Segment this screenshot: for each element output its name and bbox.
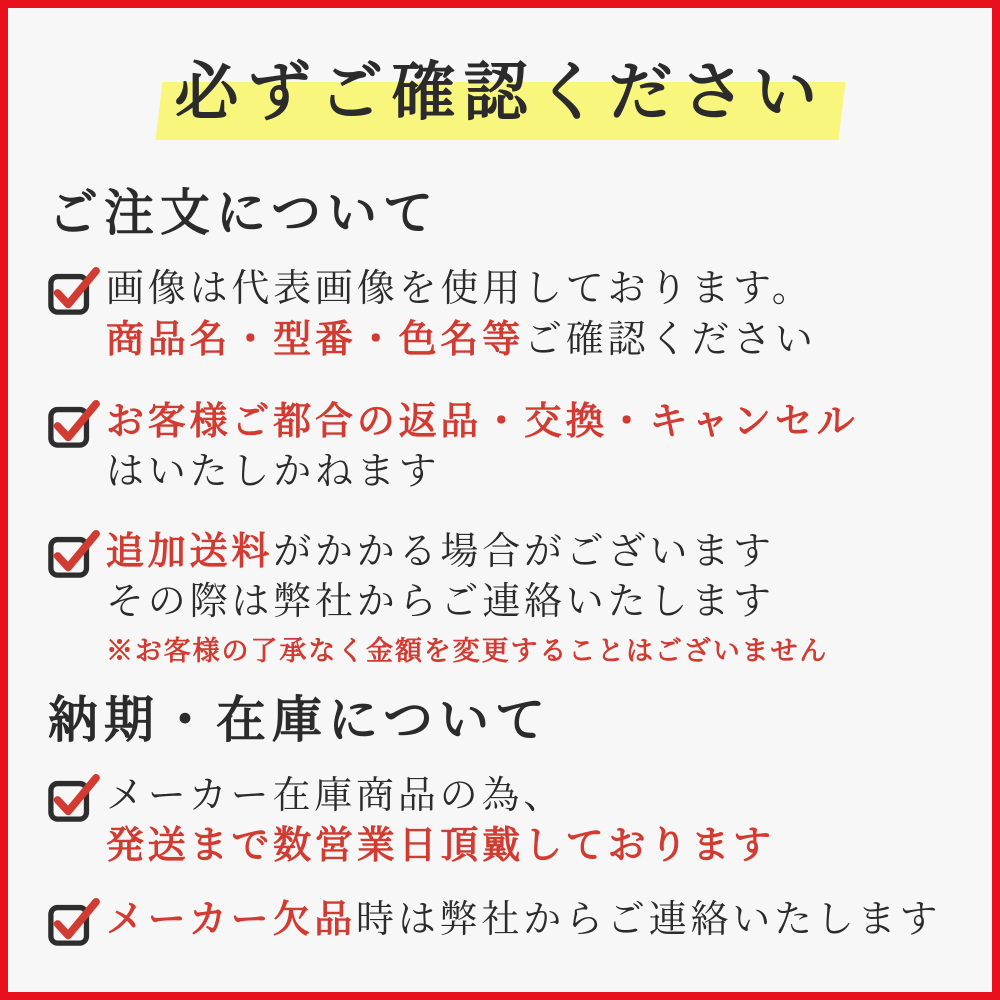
item-text-block bbox=[106, 895, 941, 945]
checkbox-checked-icon bbox=[48, 399, 98, 449]
text-segment: その際は弊社からご連絡いたします bbox=[106, 581, 775, 624]
item-line bbox=[106, 447, 858, 497]
text-segment-red: 発送まで数営業日頂戴しております bbox=[106, 825, 775, 868]
checkbox-checked-icon bbox=[48, 529, 98, 579]
text-segment-red: 追加送料 bbox=[106, 531, 274, 574]
text-segment: はいたしかねます bbox=[106, 450, 441, 493]
item-text-block bbox=[106, 264, 817, 364]
checkbox-checked-icon bbox=[48, 773, 98, 823]
text-segment-red: お客様ご都合の返品・交換・キャンセル bbox=[106, 400, 859, 443]
item-text-block bbox=[106, 771, 775, 871]
list-item bbox=[48, 771, 952, 871]
text-segment: ご確認ください bbox=[524, 318, 817, 361]
item-line bbox=[106, 527, 828, 577]
list-item bbox=[48, 895, 952, 947]
checkbox-checked-icon bbox=[48, 266, 98, 316]
list-item bbox=[48, 264, 952, 364]
page-title-text: 必ずご確認ください bbox=[174, 57, 826, 128]
item-line bbox=[106, 771, 775, 821]
section-heading-order: ご注文について bbox=[48, 185, 439, 242]
item-line bbox=[106, 895, 941, 945]
text-segment: がかかる場合がございます bbox=[273, 531, 775, 574]
item-line bbox=[106, 397, 858, 447]
section-heading-stock: 納期・在庫について bbox=[48, 692, 551, 749]
item-line bbox=[106, 315, 817, 365]
text-segment-red: メーカー欠品 bbox=[106, 899, 357, 942]
title-row bbox=[48, 58, 952, 128]
item-text-block bbox=[106, 527, 828, 669]
item-line bbox=[106, 264, 817, 314]
text-segment-red: 商品名・型番・色名等 bbox=[106, 318, 525, 361]
text-segment: メーカー在庫商品の為、 bbox=[106, 775, 566, 818]
text-segment: 時は弊社からご連絡いたします bbox=[356, 899, 942, 942]
list-item bbox=[48, 527, 952, 669]
checkbox-checked-icon bbox=[48, 897, 98, 947]
page-title bbox=[175, 58, 826, 128]
item-text-block bbox=[106, 397, 858, 497]
list-item bbox=[48, 397, 952, 497]
item-note: ※お客様の了承なく金額を変更することはございません bbox=[106, 636, 829, 667]
text-segment: 画像は代表画像を使用しております。 bbox=[106, 268, 814, 311]
item-line bbox=[106, 821, 775, 871]
item-line bbox=[106, 577, 828, 627]
